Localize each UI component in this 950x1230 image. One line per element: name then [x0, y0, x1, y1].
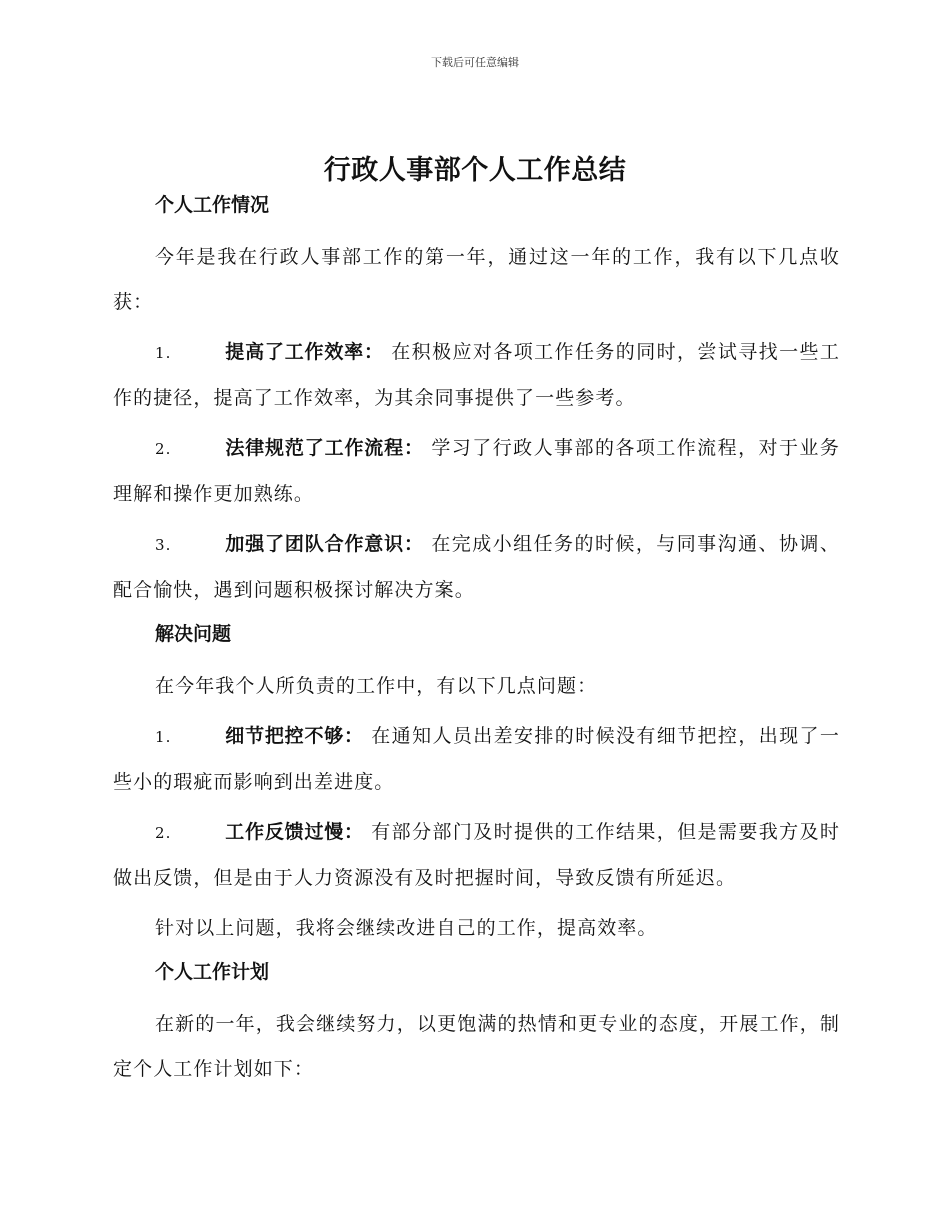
list-number: 1.	[155, 728, 172, 746]
item-text: 在通知人员出差安排的时候没有细节把控，出现了一些小的瑕疵而影响到出差进度。	[113, 725, 840, 793]
list-number: 2.	[155, 440, 172, 458]
list-number: 3.	[155, 536, 172, 554]
section-heading-work-status: 个人工作情况	[155, 194, 270, 216]
section-heading-work-plan: 个人工作计划	[155, 961, 270, 983]
paragraph: 在今年我个人所负责的工作中，有以下几点问题：	[155, 675, 598, 697]
list-number: 2.	[155, 824, 172, 842]
item-lead: 法律规范了工作流程：	[225, 437, 424, 459]
paragraph: 针对以上问题，我将会继续改进自己的工作，提高效率。	[155, 917, 658, 939]
item-lead: 细节把控不够：	[225, 725, 364, 747]
list-item	[113, 714, 840, 805]
paragraph: 在新的一年，我会继续努力，以更饱满的热情和更专业的态度，开展工作，制定个人工作计划如下：	[113, 1013, 840, 1080]
item-text: 在积极应对各项工作任务的同时，尝试寻找一些工作的捷径，提高了工作效率，为其余同事提供了一些参考。	[113, 341, 840, 409]
document-body	[113, 189, 840, 1097]
list-item	[113, 330, 840, 421]
item-lead: 提高了工作效率：	[225, 341, 384, 363]
list-number: 1.	[155, 344, 172, 362]
list-item	[113, 426, 840, 517]
section-heading-problems: 解决问题	[155, 623, 232, 645]
list-item	[113, 810, 840, 901]
item-text: 学习了行政人事部的各项工作流程，对于业务理解和操作更加熟练。	[113, 437, 840, 505]
paragraph: 今年是我在行政人事部工作的第一年，通过这一年的工作，我有以下几点收获：	[113, 246, 840, 313]
item-lead: 工作反馈过慢：	[225, 821, 364, 843]
item-text: 有部分部门及时提供的工作结果，但是需要我方及时做出反馈，但是由于人力资源没有及时把握时间，导致反馈有所延迟。	[113, 821, 840, 889]
item-text: 在完成小组任务的时候，与同事沟通、协调、配合愉快，遇到问题积极探讨解决方案。	[113, 533, 840, 601]
list-item	[113, 522, 840, 613]
header-note: 下载后可任意编辑	[431, 56, 519, 69]
item-lead: 加强了团队合作意识：	[225, 533, 424, 555]
document-title: 行政人事部个人工作总结	[323, 155, 627, 186]
